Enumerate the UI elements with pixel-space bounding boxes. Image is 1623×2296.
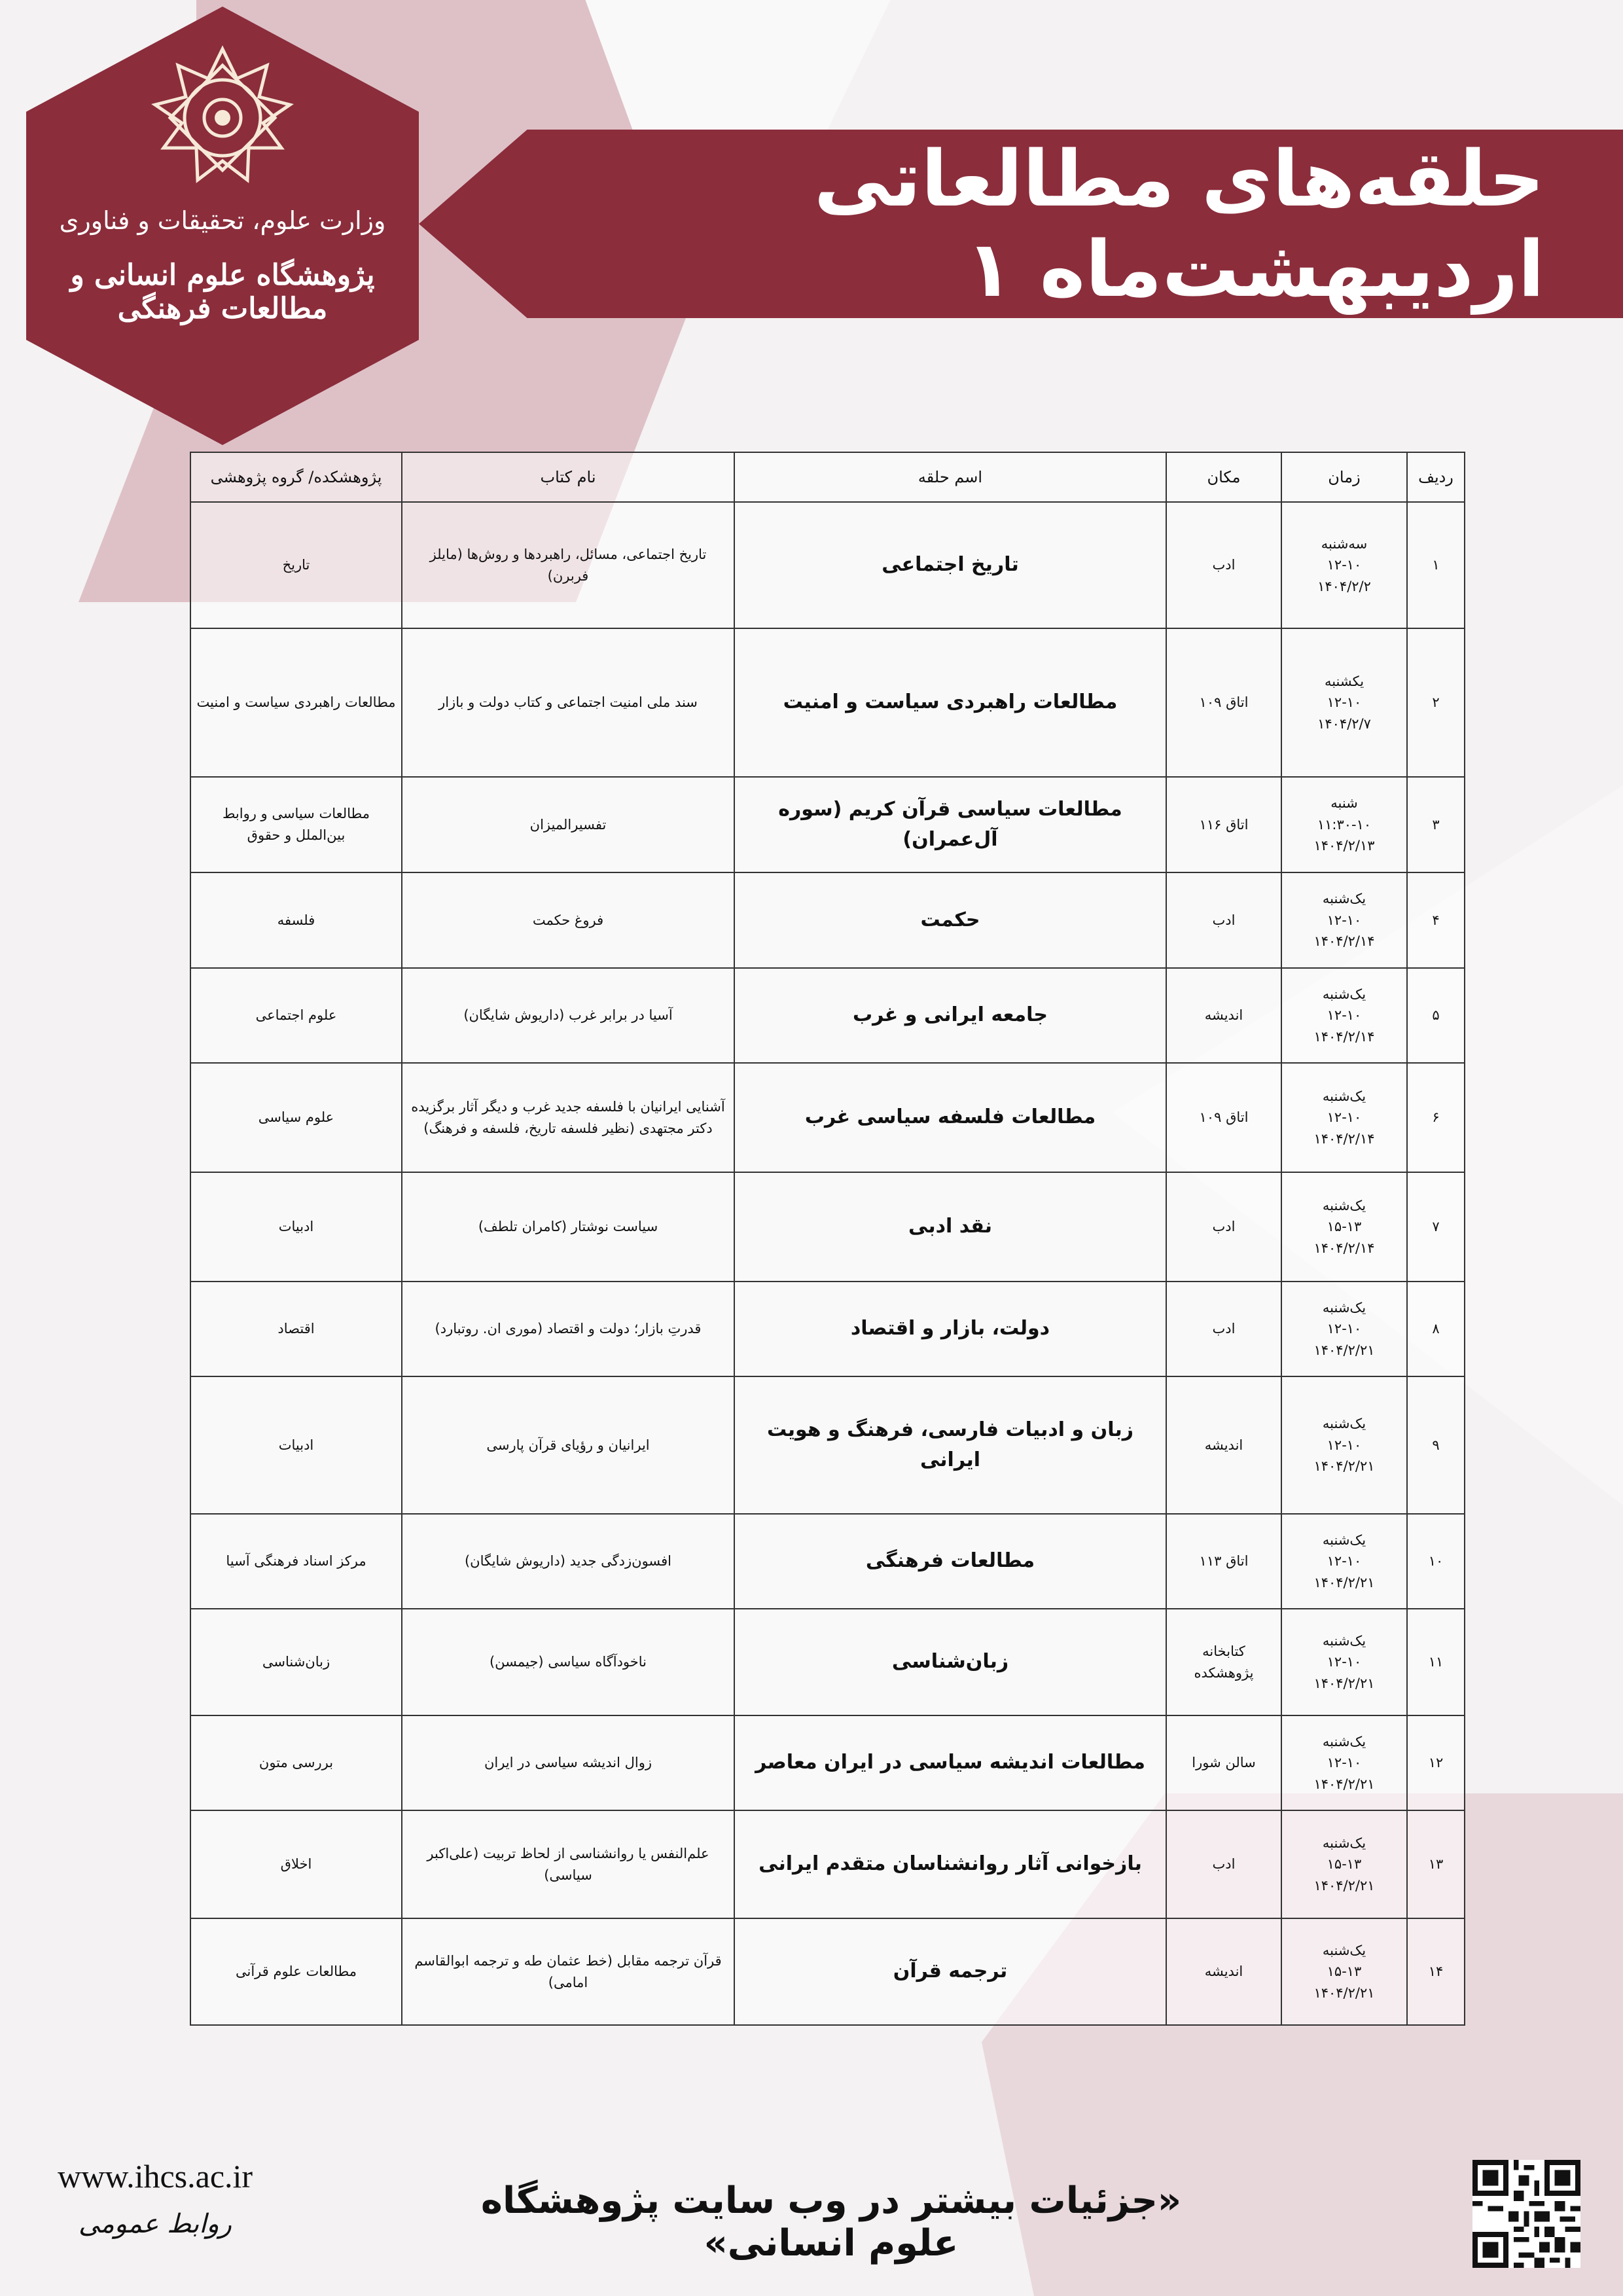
book-name: آسیا در برابر غرب (داریوش شایگان) xyxy=(402,968,734,1063)
table-body xyxy=(190,502,1465,2025)
circle-name: مطالعات راهبردی سیاست و امنیت xyxy=(734,628,1166,777)
session-day: سه‌شنبه xyxy=(1321,535,1368,552)
table-row xyxy=(190,1609,1465,1715)
session-time xyxy=(1281,502,1407,628)
session-date: ۱۴۰۴/۲/۱۴ xyxy=(1313,933,1375,950)
session-day: یک‌شنبه xyxy=(1322,1835,1366,1851)
session-day: یکشنبه xyxy=(1324,673,1364,689)
circle-name: جامعه ایرانی و غرب xyxy=(734,968,1166,1063)
session-hours: ۱۲-۱۰ xyxy=(1327,1755,1362,1771)
research-group: مطالعات راهبردی سیاست و امنیت xyxy=(190,628,402,777)
page-title: حلقه‌های مطالعاتی اردیبهشت‌ماه ۱ xyxy=(813,134,1544,314)
circle-name: مطالعات اندیشه سیاسی در ایران معاصر xyxy=(734,1715,1166,1810)
header-place: مکان xyxy=(1166,452,1281,502)
session-date: ۱۴۰۴/۲/۲۱ xyxy=(1313,1458,1375,1475)
table-row xyxy=(190,872,1465,968)
session-hours: ۱۲-۱۰ xyxy=(1327,1437,1362,1453)
research-group: تاریخ xyxy=(190,502,402,628)
session-hours: ۱۲-۱۰ xyxy=(1327,1007,1362,1024)
book-name: ایرانیان و رؤیای قرآن پارسی xyxy=(402,1376,734,1514)
research-group: علوم اجتماعی xyxy=(190,968,402,1063)
table-row xyxy=(190,628,1465,777)
session-date: ۱۴۰۴/۲/۲۱ xyxy=(1313,1675,1375,1691)
session-hours: ۱۲-۱۰ xyxy=(1327,1553,1362,1570)
session-place: اندیشه xyxy=(1166,1376,1281,1514)
session-time xyxy=(1281,1715,1407,1810)
session-hours: ۱۲-۱۰ xyxy=(1327,1654,1362,1670)
row-number: ۴ xyxy=(1407,872,1465,968)
row-number: ۱ xyxy=(1407,502,1465,628)
table-row xyxy=(190,1063,1465,1172)
session-day: یک‌شنبه xyxy=(1322,1299,1366,1316)
row-number: ۲ xyxy=(1407,628,1465,777)
session-place: اتاق ۱۱۳ xyxy=(1166,1514,1281,1609)
table-row xyxy=(190,1918,1465,2025)
session-day: شنبه xyxy=(1330,795,1358,812)
session-place: اتاق ۱۰۹ xyxy=(1166,1063,1281,1172)
session-date: ۱۴۰۴/۲/۲۱ xyxy=(1313,1574,1375,1590)
circle-name: ترجمه قرآن xyxy=(734,1918,1166,2025)
table-row xyxy=(190,1810,1465,1918)
session-place: ادب xyxy=(1166,502,1281,628)
session-time xyxy=(1281,1376,1407,1514)
row-number: ۱۳ xyxy=(1407,1810,1465,1918)
row-number: ۹ xyxy=(1407,1376,1465,1514)
session-hours: ۱۲-۱۰ xyxy=(1327,557,1362,573)
table-row xyxy=(190,1172,1465,1282)
book-name: افسون‌زدگی جدید (داریوش شایگان) xyxy=(402,1514,734,1609)
circle-name: بازخوانی آثار روانشناسان متقدم ایرانی xyxy=(734,1810,1166,1918)
session-day: یک‌شنبه xyxy=(1322,1416,1366,1432)
book-name: علم‌النفس یا روانشناسی از لحاظ تربیت (علی‌اکبر سیاسی) xyxy=(402,1810,734,1918)
circle-name: حکمت xyxy=(734,872,1166,968)
table-row xyxy=(190,1376,1465,1514)
session-day: یک‌شنبه xyxy=(1322,891,1366,907)
header-research-group: پژوهشکده/ گروه پژوهشی xyxy=(190,452,402,502)
table-header-row xyxy=(190,452,1465,502)
session-time xyxy=(1281,628,1407,777)
session-date: ۱۴۰۴/۲/۲۱ xyxy=(1313,1984,1375,2001)
session-place: اندیشه xyxy=(1166,1918,1281,2025)
session-hours: ۱۵-۱۳ xyxy=(1327,1219,1362,1235)
session-hours: ۱۲-۱۰ xyxy=(1327,694,1362,711)
book-name: قرآن ترجمه مقابل (خط عثمان طه و ترجمه ابوالقاسم امامی) xyxy=(402,1918,734,2025)
book-name: ناخودآگاه سیاسی (جیمسن) xyxy=(402,1609,734,1715)
session-time xyxy=(1281,1063,1407,1172)
session-hours: ۱۵-۱۳ xyxy=(1327,1856,1362,1873)
session-day: یک‌شنبه xyxy=(1322,1942,1366,1958)
session-day: یک‌شنبه xyxy=(1322,1197,1366,1213)
row-number: ۱۰ xyxy=(1407,1514,1465,1609)
circle-name: زبان و ادبیات فارسی، فرهنگ و هویت ایرانی xyxy=(734,1376,1166,1514)
book-name: سیاست نوشتار (کامران تلطف) xyxy=(402,1172,734,1282)
table-row xyxy=(190,968,1465,1063)
session-day: یک‌شنبه xyxy=(1322,1632,1366,1649)
schedule-table xyxy=(190,452,1465,2026)
book-name: سند ملی امنیت اجتماعی و کتاب دولت و بازار xyxy=(402,628,734,777)
circle-name: نقد ادبی xyxy=(734,1172,1166,1282)
book-name: زوال اندیشه سیاسی در ایران xyxy=(402,1715,734,1810)
qr-code-icon xyxy=(1472,2160,1580,2268)
session-time xyxy=(1281,1514,1407,1609)
session-date: ۱۴۰۴/۲/۷ xyxy=(1317,715,1371,732)
circle-name: زبان‌شناسی xyxy=(734,1609,1166,1715)
session-day: یک‌شنبه xyxy=(1322,1532,1366,1548)
session-time xyxy=(1281,1282,1407,1376)
session-place: اتاق ۱۰۹ xyxy=(1166,628,1281,777)
book-name: تاریخ اجتماعی، مسائل، راهبردها و روش‌ها (مایلز فربرن) xyxy=(402,502,734,628)
session-hours: ۱۲-۱۰ xyxy=(1327,1109,1362,1126)
table-row xyxy=(190,1282,1465,1376)
session-day: یک‌شنبه xyxy=(1322,1733,1366,1749)
row-number: ۵ xyxy=(1407,968,1465,1063)
session-time xyxy=(1281,968,1407,1063)
rosette-icon xyxy=(144,39,301,196)
institute-name: پژوهشگاه علوم انسانی و مطالعات فرهنگی xyxy=(70,259,375,325)
session-time xyxy=(1281,872,1407,968)
session-time xyxy=(1281,1609,1407,1715)
row-number: ۸ xyxy=(1407,1282,1465,1376)
session-day: یک‌شنبه xyxy=(1322,986,1366,1002)
row-number: ۱۲ xyxy=(1407,1715,1465,1810)
research-group: فلسفه xyxy=(190,872,402,968)
table-row xyxy=(190,1514,1465,1609)
book-name: قدرتِ بازار؛ دولت و اقتصاد (موری ان. روتبارد) xyxy=(402,1282,734,1376)
session-time xyxy=(1281,1172,1407,1282)
header-circle-name: اسم حلقه xyxy=(734,452,1166,502)
research-group: مطالعات سیاسی و روابط بین‌الملل و حقوق xyxy=(190,777,402,872)
circle-name: دولت، بازار و اقتصاد xyxy=(734,1282,1166,1376)
session-hours: ۱۱:۳۰-۱۰ xyxy=(1317,816,1372,833)
circle-name: مطالعات سیاسی قرآن کریم (سوره آل‌عمران) xyxy=(734,777,1166,872)
session-place: ادب xyxy=(1166,1172,1281,1282)
header-row-number: ردیف xyxy=(1407,452,1465,502)
session-date: ۱۴۰۴/۲/۲۱ xyxy=(1313,1877,1375,1893)
header-time: زمان xyxy=(1281,452,1407,502)
session-time xyxy=(1281,1918,1407,2025)
session-day: یک‌شنبه xyxy=(1322,1088,1366,1104)
book-name: فروغ حکمت xyxy=(402,872,734,968)
session-place: اندیشه xyxy=(1166,968,1281,1063)
research-group: مطالعات علوم قرآنی xyxy=(190,1918,402,2025)
row-number: ۷ xyxy=(1407,1172,1465,1282)
session-place: ادب xyxy=(1166,872,1281,968)
session-place: سالن شورا xyxy=(1166,1715,1281,1810)
session-date: ۱۴۰۴/۲/۲۱ xyxy=(1313,1342,1375,1358)
circle-name: مطالعات فلسفه سیاسی غرب xyxy=(734,1063,1166,1172)
table-row xyxy=(190,1715,1465,1810)
circle-name: مطالعات فرهنگی xyxy=(734,1514,1166,1609)
session-time xyxy=(1281,777,1407,872)
row-number: ۶ xyxy=(1407,1063,1465,1172)
row-number: ۱۴ xyxy=(1407,1918,1465,2025)
session-date: ۱۴۰۴/۲/۱۳ xyxy=(1313,838,1375,854)
research-group: ادبیات xyxy=(190,1172,402,1282)
research-group: ادبیات xyxy=(190,1376,402,1514)
research-group: مرکز اسناد فرهنگی آسیا xyxy=(190,1514,402,1609)
session-date: ۱۴۰۴/۲/۲۱ xyxy=(1313,1776,1375,1792)
session-date: ۱۴۰۴/۲/۲ xyxy=(1317,578,1371,594)
footer-message: «جزئیات بیشتر در وب سایت پژوهشگاه علوم انسانی» xyxy=(480,2179,1182,2265)
research-group: اقتصاد xyxy=(190,1282,402,1376)
session-place: اتاق ۱۱۶ xyxy=(1166,777,1281,872)
research-group: علوم سیاسی xyxy=(190,1063,402,1172)
book-name: تفسیرالمیزان xyxy=(402,777,734,872)
session-hours: ۱۵-۱۳ xyxy=(1327,1964,1362,1980)
session-date: ۱۴۰۴/۲/۱۴ xyxy=(1313,1130,1375,1147)
session-hours: ۱۲-۱۰ xyxy=(1327,1321,1362,1337)
session-place: کتابخانه پژوهشکده xyxy=(1166,1609,1281,1715)
row-number: ۳ xyxy=(1407,777,1465,872)
session-date: ۱۴۰۴/۲/۱۴ xyxy=(1313,1240,1375,1256)
session-time xyxy=(1281,1810,1407,1918)
research-group: اخلاق xyxy=(190,1810,402,1918)
session-place: ادب xyxy=(1166,1282,1281,1376)
session-hours: ۱۲-۱۰ xyxy=(1327,912,1362,928)
table-row xyxy=(190,502,1465,628)
ministry-name: وزارت علوم، تحقیقات و فناوری xyxy=(59,206,386,235)
public-relations-signature: روابط عمومی xyxy=(79,2209,232,2239)
website-link[interactable]: www.ihcs.ac.ir xyxy=(58,2158,253,2195)
session-place: ادب xyxy=(1166,1810,1281,1918)
table-row xyxy=(190,777,1465,872)
circle-name: تاریخ اجتماعی xyxy=(734,502,1166,628)
research-group: زبان‌شناسی xyxy=(190,1609,402,1715)
book-name: آشنایی ایرانیان با فلسفه جدید غرب و دیگر آثار برگزیده دکتر مجتهدی (نظیر فلسفه تاریخ، فلسفه و فرهنگ) xyxy=(402,1063,734,1172)
session-date: ۱۴۰۴/۲/۱۴ xyxy=(1313,1028,1375,1045)
header-book-name: نام کتاب xyxy=(402,452,734,502)
row-number: ۱۱ xyxy=(1407,1609,1465,1715)
research-group: بررسی متون xyxy=(190,1715,402,1810)
